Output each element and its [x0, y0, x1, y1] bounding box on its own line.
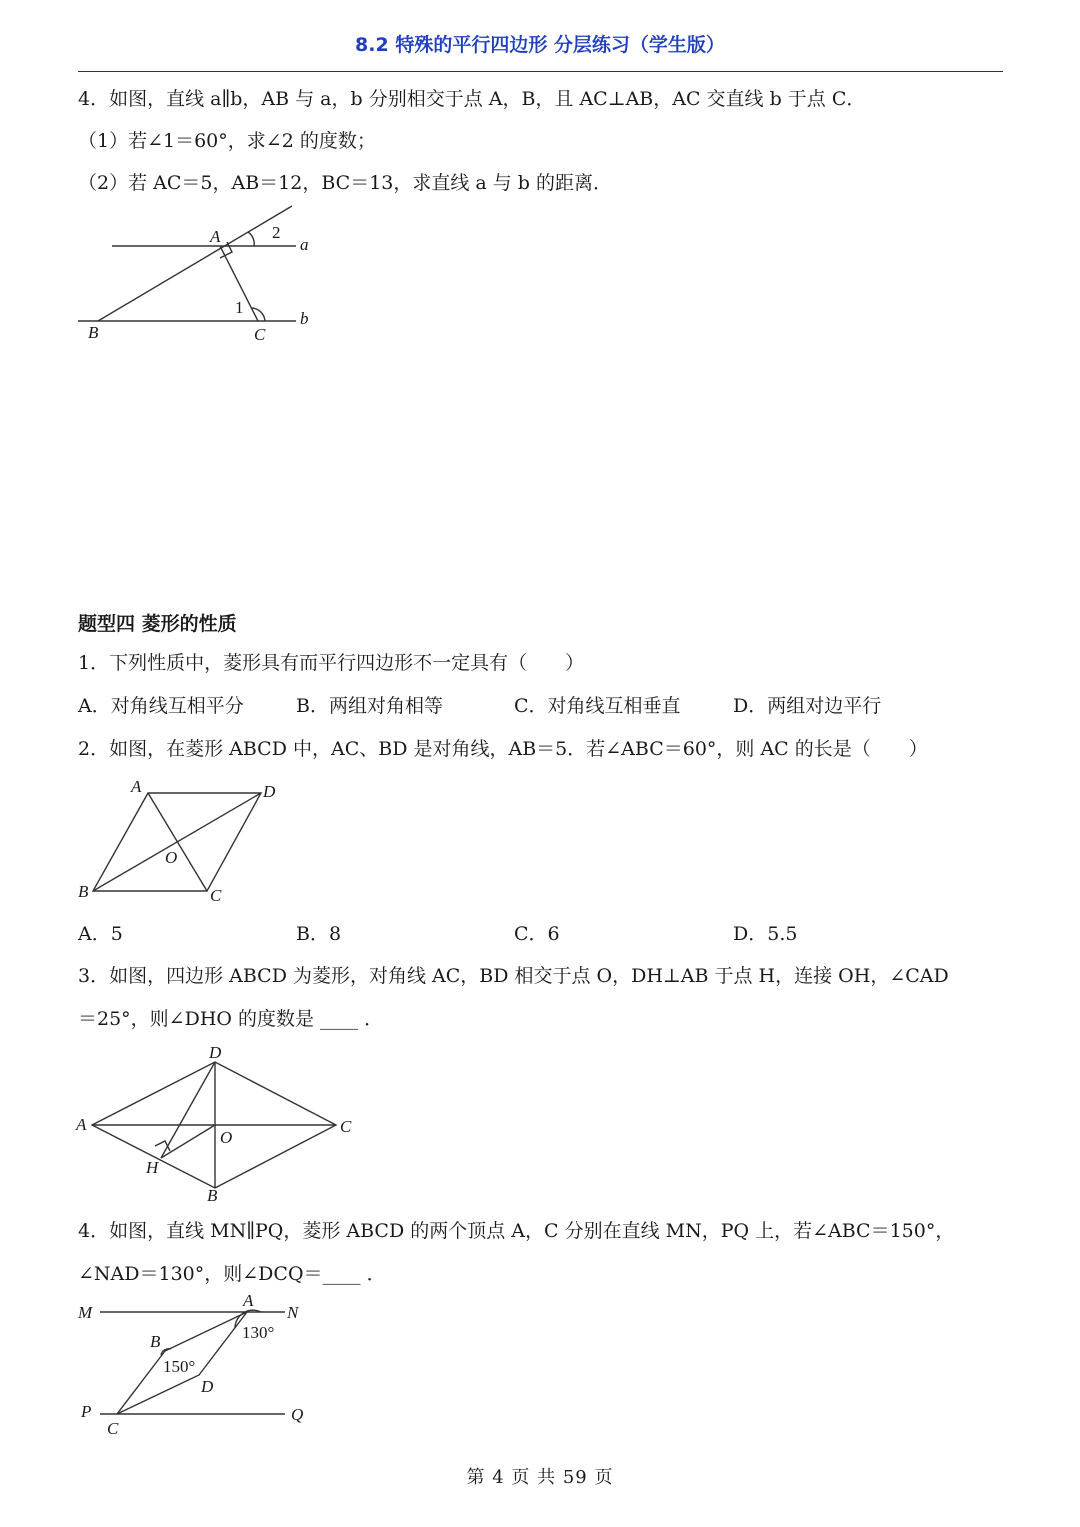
q2-label-A: A: [131, 777, 142, 796]
q3-stem-line2: ＝25°，则∠DHO 的度数是 ____ ．: [78, 1008, 384, 1030]
q4-label-N: N: [287, 1303, 299, 1322]
q2-option-d: D．5.5: [733, 923, 798, 945]
q3-figure: [72, 1042, 362, 1204]
q3-label-B: B: [207, 1186, 218, 1205]
q4-prev-label-b: b: [300, 309, 309, 328]
q4-stem-line2: ∠NAD＝130°，则∠DCQ＝____ ．: [78, 1263, 386, 1285]
q4-label-Q: Q: [291, 1405, 304, 1424]
q1-stem: 1．下列性质中，菱形具有而平行四边形不一定具有（ ）: [78, 652, 585, 674]
q3-label-A: A: [76, 1115, 87, 1134]
q2-option-b: B．8: [296, 923, 342, 945]
q4-label-B: B: [150, 1332, 161, 1351]
q2-option-c: C．6: [514, 923, 560, 945]
q4-stem-line1: 4．如图，直线 MN∥PQ，菱形 ABCD 的两个顶点 A，C 分别在直线 MN，PQ 上，若∠ABC＝150°，: [78, 1220, 955, 1242]
q4-prev-label-C: C: [254, 325, 266, 344]
q1-option-b: B．两组对角相等: [296, 695, 443, 717]
q4-label-M: M: [78, 1303, 93, 1322]
q4-angle-A: 130°: [242, 1323, 275, 1342]
q2-label-C: C: [210, 886, 222, 905]
q1-option-d: D．两组对边平行: [733, 695, 882, 717]
q4-prev-stem: 4．如图，直线 a∥b，AB 与 a，b 分别相交于点 A，B，且 AC⊥AB，AC 交直线 b 于点 C．: [78, 88, 866, 110]
q2-figure: [75, 775, 290, 910]
q4-prev-part1: （1）若∠1＝60°，求∠2 的度数；: [78, 130, 376, 152]
header-divider: [78, 71, 1003, 72]
q4-prev-label-a: a: [300, 235, 309, 254]
page-number: 第 4 页 共 59 页: [466, 1467, 614, 1488]
section-title: 题型四 菱形的性质: [78, 613, 237, 635]
q2-option-a: A．5: [78, 923, 123, 945]
q2-label-O: O: [165, 848, 178, 867]
q4-label-P: P: [81, 1402, 92, 1421]
q2-label-D: D: [263, 782, 276, 801]
q4-prev-label-B: B: [88, 323, 99, 342]
q1-option-a: A．对角线互相平分: [78, 695, 244, 717]
q2-stem: 2．如图，在菱形 ABCD 中，AC、BD 是对角线，AB＝5．若∠ABC＝60°，则 AC 的长是（ ）: [78, 738, 928, 760]
q4-prev-figure: [70, 200, 330, 350]
q1-option-c: C．对角线互相垂直: [514, 695, 681, 717]
q2-label-B: B: [78, 882, 89, 901]
q4-label-A: A: [243, 1291, 254, 1310]
q4-label-C: C: [107, 1419, 119, 1438]
q3-stem-line1: 3．如图，四边形 ABCD 为菱形，对角线 AC，BD 相交于点 O，DH⊥AB 于点 H，连接 OH，∠CAD: [78, 965, 949, 987]
q4-prev-label-A: A: [210, 227, 221, 246]
q4-angle-B: 150°: [163, 1357, 196, 1376]
q3-label-O: O: [220, 1128, 233, 1147]
q3-label-C: C: [340, 1117, 352, 1136]
q4-prev-part2: （2）若 AC＝5，AB＝12，BC＝13，求直线 a 与 b 的距离．: [78, 172, 613, 194]
q4-figure: [75, 1290, 325, 1440]
q3-label-D: D: [209, 1043, 222, 1062]
page-header-title: 8.2 特殊的平行四边形 分层练习（学生版）: [355, 34, 725, 56]
q4-label-D: D: [201, 1377, 214, 1396]
q4-prev-label-2: 2: [272, 223, 281, 242]
q3-label-H: H: [146, 1158, 159, 1177]
q4-prev-label-1: 1: [235, 298, 244, 317]
